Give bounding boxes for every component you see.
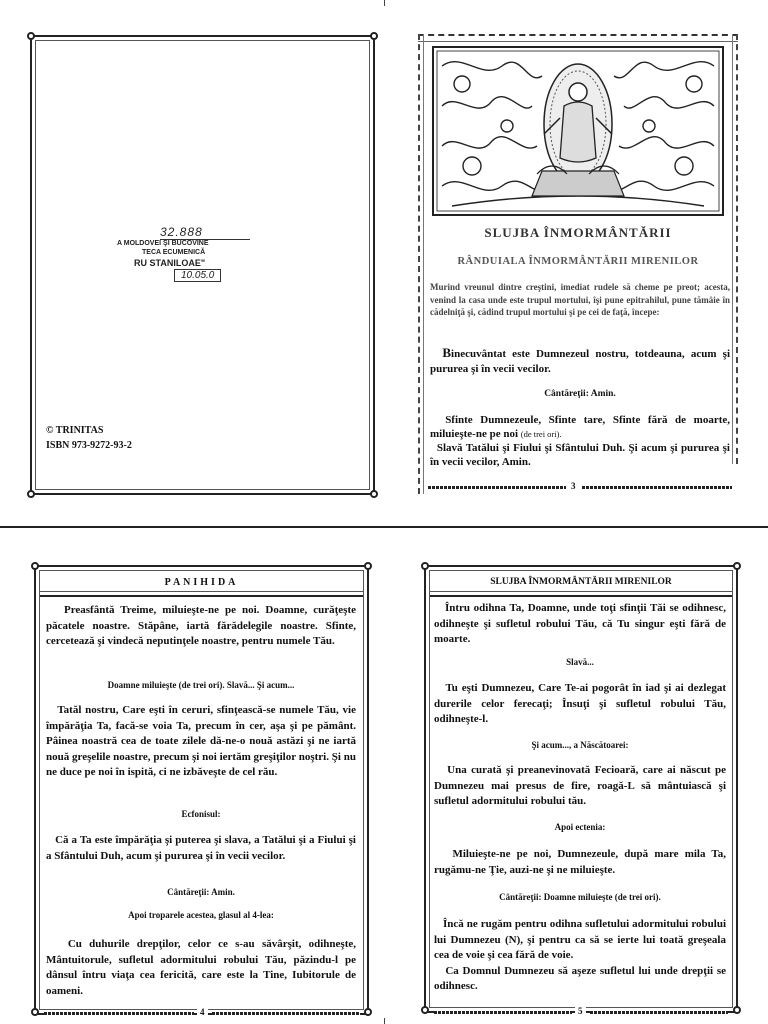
rubric-note: Apoi ectenia: (554, 822, 606, 832)
footer-rule (428, 486, 566, 489)
header-title: PANIHIDA (164, 577, 239, 588)
icon-ornament-illustration (432, 46, 724, 216)
trisagion-paragraph (430, 413, 730, 469)
prayer-text: Încă ne rugăm pentru odihna sufletului adormitului robului lui Dumnezeu (N), şi pentru ca să se ierte lui toată greşeala cea de voie şi cea fără de voie. (434, 918, 727, 961)
prayer-text: Că a Ta este împărăţia şi puterea şi slava, a Tatălui şi a Fiului şi a Sfântului Duh, acum şi pururea şi în vecii vecilor. (46, 834, 356, 862)
isbn-text: ISBN 973-9272-93-2 (46, 440, 132, 451)
drop-letter: B (442, 345, 452, 360)
page-footer (418, 481, 738, 493)
crop-mark (384, 0, 385, 6)
page-footer (424, 1006, 759, 1018)
rubric-note: Ecfonisul: (181, 809, 221, 819)
corner-ornament (421, 562, 429, 570)
running-header (430, 571, 732, 597)
page-number: 4 (197, 1007, 208, 1017)
corner-ornament (370, 32, 378, 40)
rubric-note: Doamne miluieşte (de trei ori). Slavă... Şi acum... (107, 680, 295, 690)
rubric-note: Slavă... (566, 657, 594, 667)
prayer-paragraph (46, 937, 356, 999)
corner-ornament (370, 490, 378, 498)
rubric-note: Şi acum..., a Născătoarei: (531, 740, 629, 750)
page-number: 3 (568, 481, 579, 491)
stamp-line: TECA ECUMENICĂ (142, 249, 206, 256)
crop-mark (384, 1018, 385, 1024)
corner-ornament (364, 562, 372, 570)
prayer-paragraph (434, 763, 726, 810)
corner-ornament (27, 490, 35, 498)
page-subtitle: RÂNDUIALA ÎNMORMÂNTĂRII MIRENILOR (457, 256, 699, 267)
corner-ornament (31, 562, 39, 570)
trisagion-text: Sfinte Dumnezeule, Sfinte tare, Sfinte fără de moarte, miluieşte-ne pe noi (430, 414, 730, 440)
rubric-note: Cântăreţii: Amin. (544, 389, 616, 399)
copyright-text: © TRINITAS (46, 425, 104, 436)
prayer-paragraph (46, 833, 356, 864)
repeat-note: (de trei ori). (520, 429, 562, 439)
corner-ornament (27, 32, 35, 40)
prayer-text: Ca Domnul Dumnezeu să aşeze sufletul lui unde drepţii se odihnesc. (434, 964, 727, 992)
footer-rule (44, 1012, 194, 1015)
prayer-paragraph (46, 603, 356, 650)
prayer-text: Cu duhurile drepţilor, celor ce s-au săvârşit, odihneşte, Mântuitorule, sufletul adormitului robului Tău, păzindu-l pe dânsul întru viaţa cea fericită, care este la Tine, Iubitorule de oameni. (46, 938, 356, 997)
page-title: SLUJBA ÎNMORMÂNTĂRII (484, 225, 672, 240)
footer-rule (590, 1011, 728, 1014)
prayer-text: Tu eşti Dumnezeu, Care Te-ai pogorât în iad şi ai dezlegat durerile celor ferecaţi; Însuţi şi sufletul robului Tău, odihneşte-l. (434, 682, 727, 725)
prayer-text: Una curată şi preanevinovată Fecioară, care ai născut pe Dumnezeu mai presus de fire, roagă-L să mântuiască şi sufletul adormitului robului tău. (434, 764, 726, 807)
page-5 (424, 565, 738, 1020)
prayer-paragraph (46, 703, 356, 781)
header-title: SLUJBA ÎNMORMÂNTĂRII MIRENILOR (490, 577, 672, 587)
prayer-paragraph (434, 601, 726, 648)
running-header (40, 571, 363, 597)
page-border-right (732, 34, 738, 464)
page-footer (34, 1007, 369, 1019)
stamp-number: 32.888 (160, 225, 250, 240)
prayer-paragraph (434, 847, 726, 878)
rubric-note: Cântăreţii: Doamne miluieşte (de trei ori). (499, 892, 661, 902)
rubric-intro: Murind vreunul dintre creştini, imediat rudele să cheme pe preot; acesta, venind la casa unde este trupul mortului, îşi pune epitrahilul, pune tămâie în cădelniţă şi, cădind trupul mortului şi pe cei de faţă, începe: (430, 282, 730, 317)
prayer-paragraph (434, 681, 726, 728)
rubric-note: Cântăreţii: Amin. (167, 887, 235, 897)
page-border-top (418, 34, 738, 42)
blessing-paragraph (430, 345, 730, 377)
rubric-note: Apoi troparele acestea, glasul al 4-lea: (128, 910, 274, 920)
library-stamp (112, 225, 277, 285)
page-number: 5 (575, 1006, 586, 1016)
page-3 (418, 34, 738, 494)
stamp-line: A MOLDOVEI ŞI BUCOVINE (117, 240, 209, 247)
corner-ornament (733, 562, 741, 570)
footer-rule (212, 1012, 360, 1015)
prayer-text: Preasfântă Treime, miluieşte-ne pe noi. Doamne, curăţeşte păcatele noastre. Stăpâne, iartă fărădelegile noastre. Sfinte, cercetează şi vindecă neputinţele noastre, pentru numele Tău. (46, 604, 357, 647)
stamp-line: RU STANILOAE" (134, 258, 206, 268)
blessing-text: inecuvântat este Dumnezeul nostru, totdeauna, acum şi pururea şi în vecii vecilor. (430, 348, 731, 375)
colophon (46, 423, 132, 453)
footer-rule (582, 486, 732, 489)
footer-rule (434, 1011, 572, 1014)
scan-fold-line (0, 526, 768, 528)
page-border-left (418, 34, 424, 494)
stamp-date: 10.05.0 (174, 269, 221, 282)
doxology-text: Slavă Tatălui şi Fiului şi Sfântului Duh. Şi acum şi pururea şi în vecii vecilor, Amin. (430, 442, 730, 468)
prayer-text: Tatăl nostru, Care eşti în ceruri, sfinţească-se numele Tău, vie împărăţia Ta, facă-se voia Ta, precum în cer, aşa şi pe pământ. Pâinea noastră cea de toate zilele dă-ne-o nouă astăzi şi ne iartă nouă greşelile noastre, precum şi noi iertăm greşiţilor noştri. Şi nu ne duce pe noi în ispită, ci ne izbăveşte de cel rău. (46, 704, 356, 778)
prayer-text: Întru odihna Ta, Doamne, unde toţi sfinţii Tăi se odihnesc, odihneşte şi sufletul robului Tău, că Tu singur eşti fără de moarte. (434, 602, 727, 645)
prayer-text: Miluieşte-ne pe noi, Dumnezeule, după mare mila Ta, rugămu-ne Ţie, auzi-ne şi ne miluieşte. (434, 848, 726, 876)
page-copyright (30, 35, 375, 495)
page-4 (34, 565, 369, 1020)
prayer-paragraph (434, 917, 726, 995)
